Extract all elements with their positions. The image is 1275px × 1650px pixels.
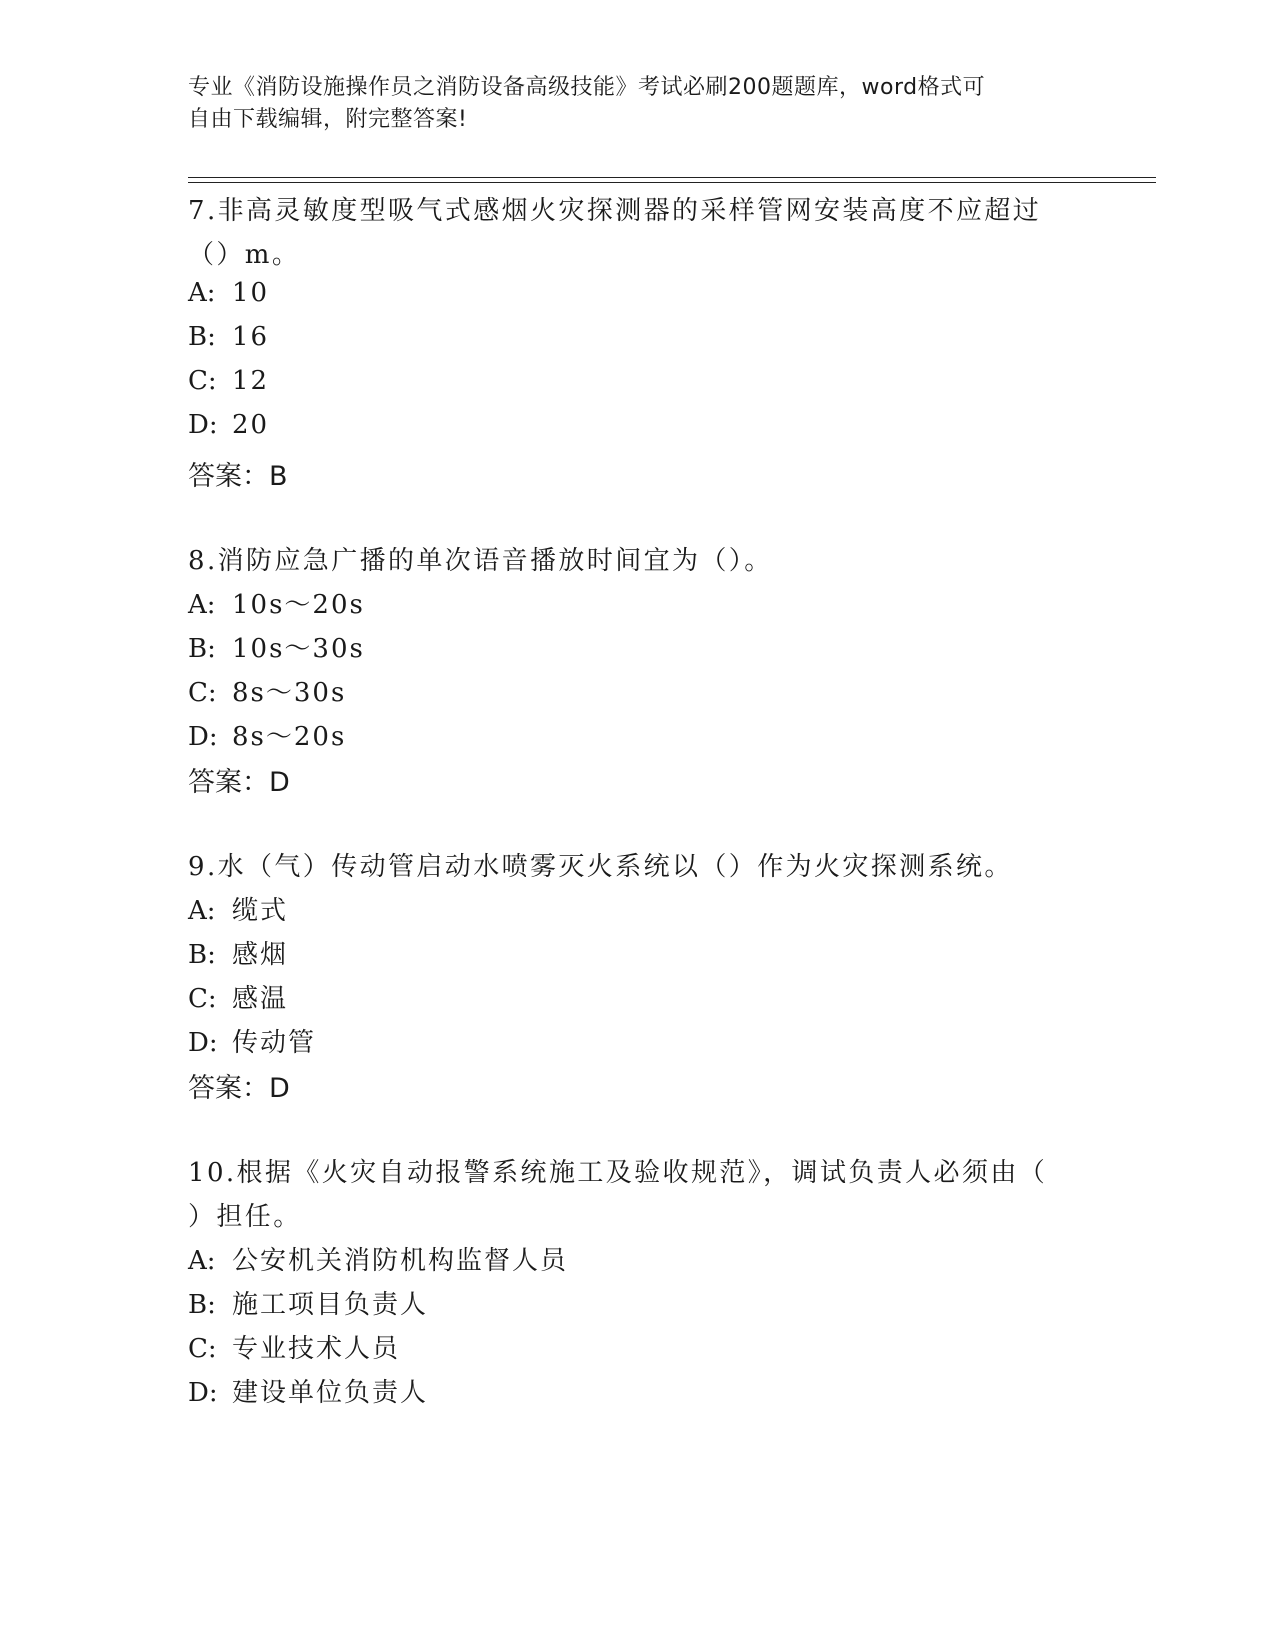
- option-value: 10: [232, 278, 270, 308]
- option-a: [188, 584, 365, 621]
- option-value: 传动管: [232, 1028, 317, 1058]
- option-key: B:: [188, 1290, 216, 1320]
- option-value: 专业技术人员: [232, 1334, 401, 1364]
- option-value: 施工项目负责人: [232, 1290, 429, 1320]
- answer-line: [188, 1066, 290, 1105]
- answer-line: [188, 760, 290, 799]
- answer-value: B: [269, 461, 288, 492]
- document-header: [188, 72, 1088, 136]
- option-key: B:: [188, 322, 216, 352]
- option-c: [188, 366, 269, 396]
- option-c: [188, 1328, 400, 1365]
- option-value: 8s～20s: [232, 722, 347, 752]
- option-d: [188, 716, 346, 753]
- option-key: A:: [188, 278, 216, 308]
- option-d: [188, 1022, 316, 1059]
- question-text: 7.非高灵敏度型吸气式感烟火灾探测器的采样管网安装高度不应超过: [188, 196, 1042, 226]
- option-value: 10s～20s: [232, 590, 365, 620]
- option-key: D:: [188, 410, 218, 440]
- option-value: 20: [232, 410, 270, 440]
- option-value: 8s～30s: [232, 678, 347, 708]
- option-key: B:: [188, 634, 216, 664]
- answer-label: 答案：: [188, 461, 269, 492]
- header-line-1: 专业《消防设施操作员之消防设备高级技能》考试必刷200题题库，word格式可: [188, 75, 986, 100]
- header-divider-bottom: [188, 182, 1156, 183]
- option-key: A:: [188, 896, 216, 926]
- answer-value: D: [269, 767, 290, 798]
- question-text: 8.消防应急广播的单次语音播放时间宜为（）。: [188, 546, 773, 576]
- option-a: [188, 1240, 568, 1277]
- option-a: [188, 278, 269, 308]
- option-key: D:: [188, 1028, 218, 1058]
- option-d: [188, 410, 269, 440]
- question-text-continued: ）担任。: [188, 1202, 302, 1232]
- option-key: B:: [188, 940, 216, 970]
- option-b: [188, 1284, 428, 1321]
- header-line-2: 自由下载编辑，附完整答案!: [188, 107, 468, 132]
- option-value: 10s～30s: [232, 634, 365, 664]
- option-c: [188, 978, 288, 1015]
- question-text: 10.根据《火灾自动报警系统施工及验收规范》，调试负责人必须由（: [188, 1158, 1048, 1188]
- option-key: C:: [188, 984, 217, 1014]
- option-b: [188, 628, 365, 665]
- option-value: 感烟: [232, 940, 289, 970]
- option-d: [188, 1372, 428, 1409]
- option-b: [188, 934, 288, 971]
- option-c: [188, 672, 346, 709]
- question-text-continued: （）m。: [188, 240, 301, 270]
- option-key: A:: [188, 1246, 216, 1276]
- option-value: 缆式: [232, 896, 289, 926]
- option-value: 16: [232, 322, 270, 352]
- answer-line: [188, 454, 288, 493]
- answer-label: 答案：: [188, 1073, 269, 1104]
- option-a: [188, 890, 288, 927]
- option-value: 感温: [232, 984, 289, 1014]
- option-key: C:: [188, 1334, 217, 1364]
- option-value: 公安机关消防机构监督人员: [232, 1246, 569, 1276]
- option-b: [188, 322, 269, 352]
- option-key: D:: [188, 722, 218, 752]
- option-key: A:: [188, 590, 216, 620]
- answer-label: 答案：: [188, 767, 269, 798]
- option-value: 12: [232, 366, 270, 396]
- header-divider-top: [188, 177, 1156, 178]
- option-key: D:: [188, 1378, 218, 1408]
- question-text: 9.水（气）传动管启动水喷雾灭火系统以（）作为火灾探测系统。: [188, 852, 1013, 882]
- option-value: 建设单位负责人: [232, 1378, 429, 1408]
- option-key: C:: [188, 366, 217, 396]
- option-key: C:: [188, 678, 217, 708]
- answer-value: D: [269, 1073, 290, 1104]
